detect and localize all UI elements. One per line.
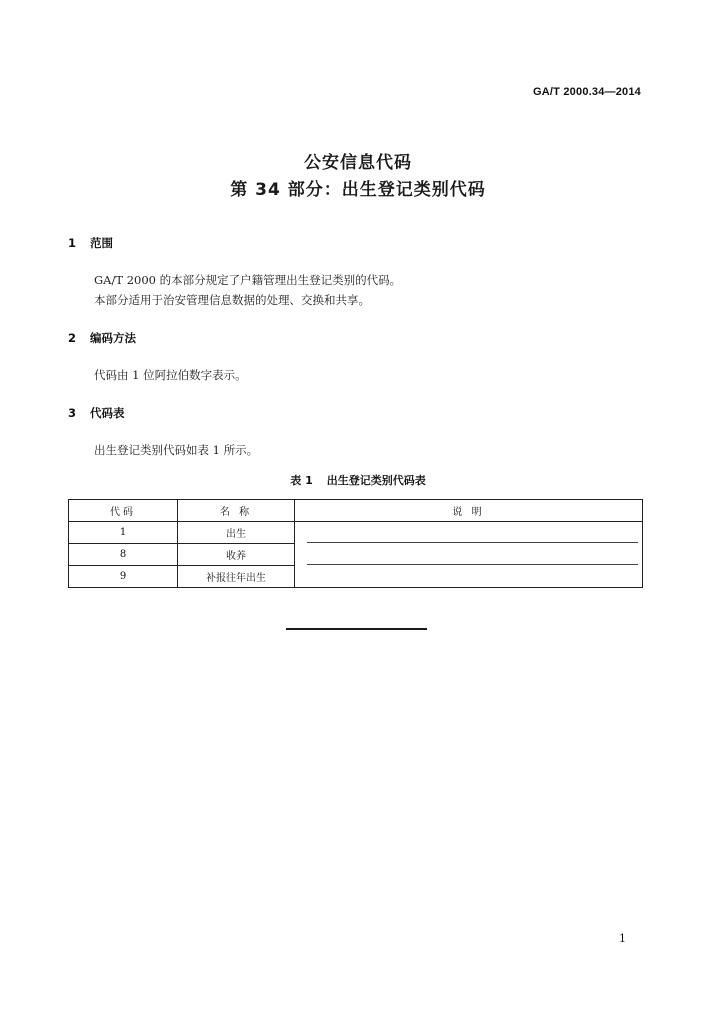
paragraph: GA/T 2000 的本部分规定了户籍管理出生登记类别的代码。 [94, 273, 402, 287]
cell-description [295, 566, 643, 588]
table-caption-label: 表 1 [290, 474, 313, 487]
table-row [69, 544, 643, 566]
column-header-code: 代码 [69, 500, 178, 522]
section-heading-code-table [68, 405, 125, 421]
section-title: 编码方法 [90, 331, 136, 345]
cell-code: 1 [69, 522, 178, 544]
table-row [69, 522, 643, 544]
page-number: 1 [619, 932, 626, 945]
end-of-standard-rule [286, 628, 427, 630]
paragraph: 出生登记类别代码如表 1 所示。 [94, 443, 259, 457]
cell-code: 9 [69, 566, 178, 588]
cell-name: 补报往年出生 [178, 566, 295, 588]
section-number: 1 [68, 236, 77, 250]
paragraph: 本部分适用于治安管理信息数据的处理、交换和共享。 [94, 293, 370, 307]
section-title: 代码表 [90, 406, 125, 420]
cell-name: 收养 [178, 544, 295, 566]
column-header-name: 名 称 [178, 500, 295, 522]
cell-description [295, 522, 643, 544]
cell-code: 8 [69, 544, 178, 566]
section-number: 2 [68, 331, 77, 345]
column-header-description: 说 明 [295, 500, 643, 522]
standard-number: GA/T 2000.34—2014 [533, 86, 641, 98]
section-number: 3 [68, 406, 77, 420]
table-header-row [69, 500, 643, 522]
paragraph: 代码由 1 位阿拉伯数字表示。 [94, 368, 247, 382]
table-row [69, 566, 643, 588]
section-heading-scope [68, 235, 113, 251]
section-title: 范围 [90, 236, 113, 250]
cell-name: 出生 [178, 522, 295, 544]
table-caption [0, 472, 716, 488]
document-subtitle: 第 34 部分：出生登记类别代码 [230, 180, 486, 200]
code-table [68, 499, 643, 588]
section-heading-encoding [68, 330, 136, 346]
table-caption-title: 出生登记类别代码表 [326, 474, 426, 487]
document-title: 公安信息代码 [304, 153, 412, 173]
cell-description [295, 544, 643, 566]
